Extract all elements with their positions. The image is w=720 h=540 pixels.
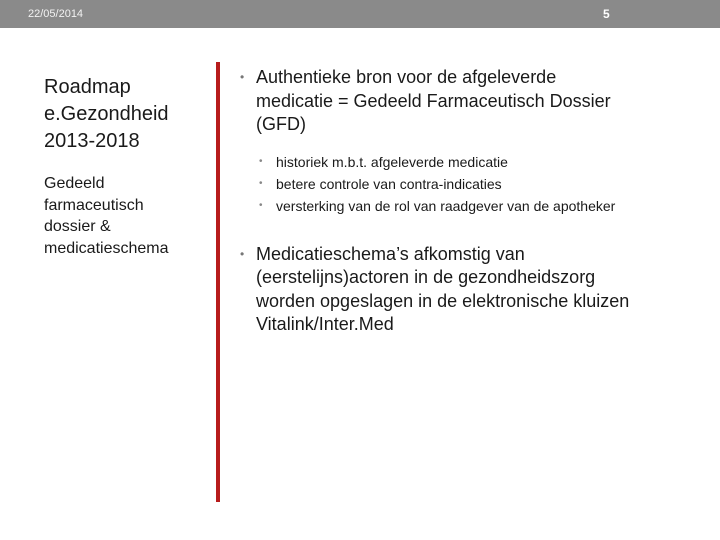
title-line: Roadmap [44, 76, 131, 98]
sub-bullet-dot-icon: • [259, 199, 263, 211]
bullet-dot-icon: • [240, 246, 245, 261]
bullet-line: Medicatieschema’s afkomstig van [256, 243, 525, 264]
slide-content [238, 66, 708, 337]
bullet-line: Vitalink/Inter.Med [256, 314, 394, 334]
subtitle-line: medicatieschema [44, 239, 169, 257]
subtitle-line: dossier & [44, 218, 111, 235]
slide-title [44, 74, 214, 155]
bullet-line: Authentieke bron voor de afgeleverde [256, 67, 557, 87]
sub-bullet-text: betere controle van contra-indicaties [276, 175, 502, 192]
sub-bullet-dot-icon: • [259, 177, 263, 189]
bullet-line: medicatie = Gedeeld Farmaceutisch Dossier [256, 90, 611, 111]
sub-bullet-list [256, 151, 708, 217]
sub-bullet-item [256, 195, 708, 217]
subtitle-line: farmaceutisch [44, 196, 144, 214]
sub-bullet-dot-icon: • [259, 155, 263, 167]
sub-bullet-text: historiek m.b.t. afgeleverde medicatie [276, 153, 508, 170]
bullet-line: worden opgeslagen in de elektronische kluizen [256, 290, 630, 311]
sub-bullet-text: versterking van de rol van raadgever van de apotheker [276, 197, 616, 214]
page-number: 5 [603, 7, 610, 21]
bullet-item [238, 66, 708, 137]
bullet-dot-icon: • [240, 70, 245, 84]
bullet-line: (eerstelijns)actoren in de gezondheidszorg [256, 267, 596, 287]
bullet-line: (GFD) [256, 114, 306, 134]
title-line: e.Gezondheid [44, 103, 169, 125]
vertical-divider [216, 62, 220, 502]
sub-bullet-item [256, 151, 708, 173]
subtitle-line: Gedeeld [44, 175, 105, 192]
sub-bullet-item [256, 173, 708, 195]
slide-subtitle [44, 173, 214, 259]
header-bar [0, 0, 720, 28]
slide-date: 22/05/2014 [28, 8, 84, 20]
title-line: 2013-2018 [44, 130, 140, 152]
bullet-item [238, 243, 708, 337]
